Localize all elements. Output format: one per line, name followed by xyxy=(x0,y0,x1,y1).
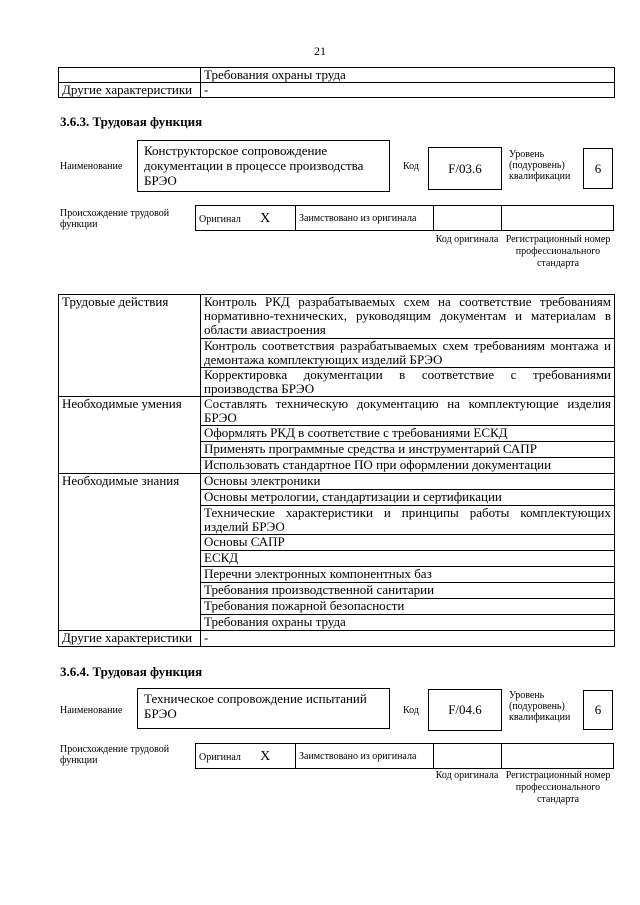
origin-label-2: Происхождение трудовой функции xyxy=(60,744,170,766)
origin-table xyxy=(195,205,614,231)
knowledge-item: Перечни электронных компонентных баз xyxy=(201,567,615,583)
knowledge-item: Требования охраны труда xyxy=(201,615,615,631)
function-table xyxy=(58,294,615,647)
original-label: Оригинал xyxy=(199,213,241,225)
knowledge-item: Технические характеристики и принципы работы комплектующих изделий БРЭО xyxy=(201,506,615,535)
function-name-box: Конструкторское сопровождение документации в процессе производства БРЭО xyxy=(137,140,390,192)
borrowed-label-2: Заимствовано из оригинала xyxy=(296,744,434,769)
function-name-box-2: Техническое сопровождение испытаний БРЭО xyxy=(137,688,390,729)
skill-item: Применять программные средства и инструментарий САПР xyxy=(201,442,615,458)
knowledge-item: Требования пожарной безопасности xyxy=(201,599,615,615)
page-number: 21 xyxy=(314,44,326,58)
skill-item: Составлять техническую документацию на комплектующие изделия БРЭО xyxy=(201,397,615,426)
original-cell-2 xyxy=(196,744,296,769)
original-label-2: Оригинал xyxy=(199,751,241,763)
code-value-box-2: F/04.6 xyxy=(428,689,502,731)
code-origin-caption: Код оригинала xyxy=(435,234,499,245)
labor-actions-label: Трудовые действия xyxy=(59,295,201,397)
skill-item: Использовать стандартное ПО при оформлении документации xyxy=(201,458,615,474)
name-label-2: Наименование xyxy=(60,705,123,716)
origin-code-cell xyxy=(434,206,502,231)
original-cell xyxy=(196,206,296,231)
knowledge-item: Требования производственной санитарии xyxy=(201,583,615,599)
code-label-2: Код xyxy=(403,705,419,716)
level-label-2: Уровень (подуровень) квалификации xyxy=(509,690,571,723)
knowledge-label: Необходимые знания xyxy=(59,474,201,631)
code-origin-caption-2: Код оригинала xyxy=(435,770,499,781)
other-value: - xyxy=(201,631,615,647)
level-label: Уровень (подуровень) квалификации xyxy=(509,149,571,182)
reg-number-caption: Регистрационный номер профессионального стандарта xyxy=(505,234,611,269)
original-mark-2: X xyxy=(260,748,271,764)
skill-item: Оформлять РКД в соответствие с требованиями ЕСКД xyxy=(201,426,615,442)
labor-action-item: Контроль РКД разрабатываемых схем на соответствие требованиям нормативно-технических, руководящим документам и материалам в области авиастроения xyxy=(201,295,615,339)
top-table-dash: - xyxy=(201,83,615,98)
top-table-empty-cell xyxy=(59,68,201,83)
reg-number-cell xyxy=(502,206,614,231)
top-table-label: Другие характеристики xyxy=(59,83,201,98)
knowledge-item: Основы электроники xyxy=(201,474,615,490)
original-mark: X xyxy=(260,210,271,226)
knowledge-item: Основы САПР xyxy=(201,535,615,551)
top-table-value: Требования охраны труда xyxy=(201,68,615,83)
borrowed-label: Заимствовано из оригинала xyxy=(296,206,434,231)
top-table xyxy=(58,67,615,98)
labor-action-item: Корректировка документации в соответствие с требованиями производства БРЭО xyxy=(201,368,615,397)
knowledge-item: Основы метрологии, стандартизации и сертификации xyxy=(201,490,615,506)
level-value-box-2: 6 xyxy=(583,690,613,730)
skills-label: Необходимые умения xyxy=(59,397,201,474)
knowledge-item: ЕСКД xyxy=(201,551,615,567)
origin-label: Происхождение трудовой функции xyxy=(60,208,170,230)
name-label: Наименование xyxy=(60,161,123,172)
labor-action-item: Контроль соответствия разрабатываемых схем требованиям монтажа и демонтажа комплектующих изделий БРЭО xyxy=(201,339,615,368)
origin-table-2 xyxy=(195,743,614,769)
reg-number-caption-2: Регистрационный номер профессионального стандарта xyxy=(505,770,611,805)
level-value-box: 6 xyxy=(583,148,613,189)
section-heading-364: 3.6.4. Трудовая функция xyxy=(60,664,203,679)
section-heading-363: 3.6.3. Трудовая функция xyxy=(60,114,203,129)
reg-number-cell-2 xyxy=(502,744,614,769)
origin-code-cell-2 xyxy=(434,744,502,769)
code-label: Код xyxy=(403,161,419,172)
code-value-box: F/03.6 xyxy=(428,147,502,190)
other-label: Другие характеристики xyxy=(59,631,201,647)
